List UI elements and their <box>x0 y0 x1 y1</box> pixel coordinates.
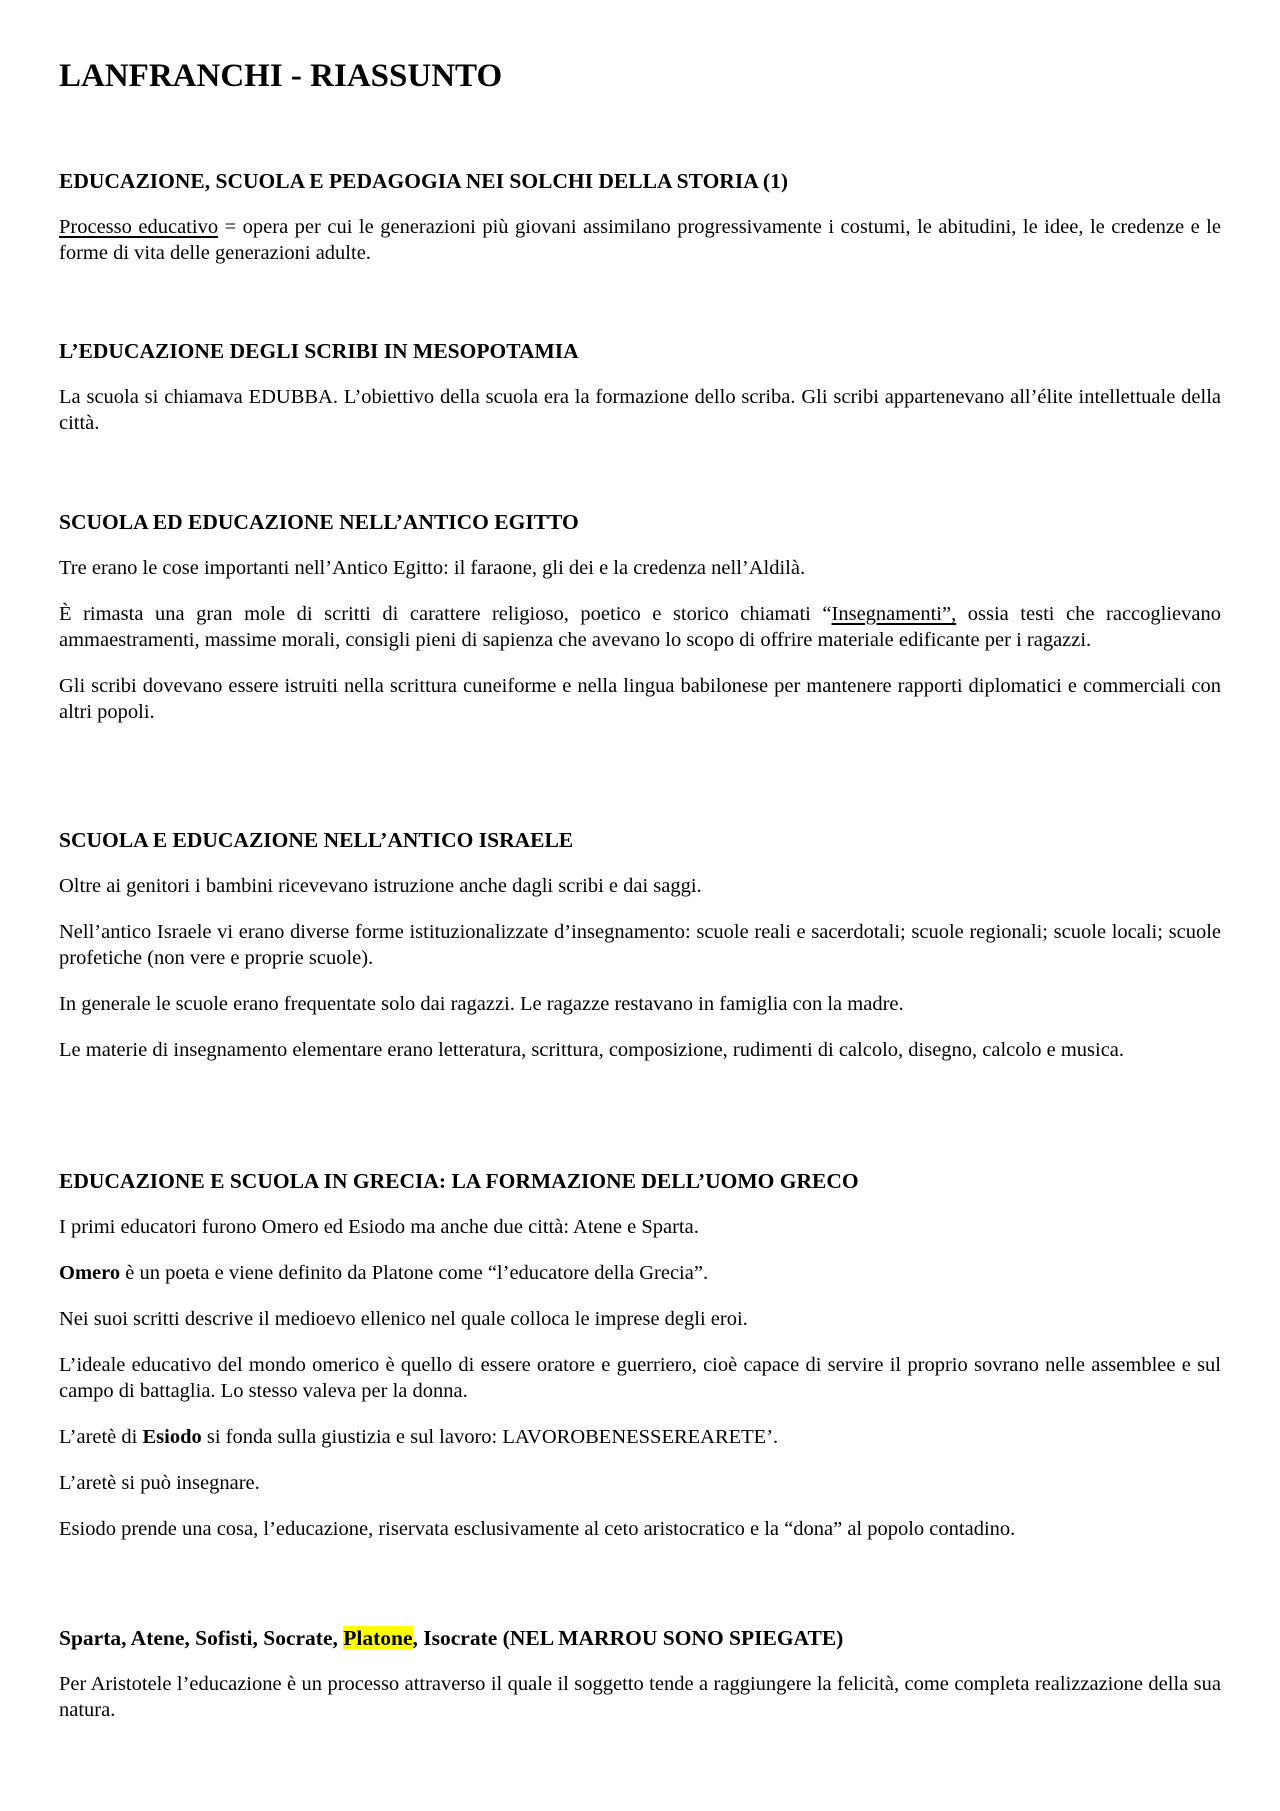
bold-term: Omero <box>59 1262 121 1284</box>
section-grecia <box>59 1168 1221 1562</box>
section-egitto <box>59 509 1221 745</box>
paragraph-text: = opera per cui le generazioni più giovani assimilano progressivamente i costumi, le abitudini, le idee, le credenze e le forme di vita delle generazioni adulte. <box>59 216 1221 264</box>
section-israele <box>59 827 1221 1083</box>
paragraph-text: ossia testi che raccoglievano ammaestramenti, massime morali, consigli pieni di sapienza che avevano lo scopo di offrire materiale edificante per i ragazzi. <box>59 603 1221 651</box>
heading-text: Sparta, Atene, Sofisti, Socrate, <box>59 1626 344 1650</box>
section-heading: EDUCAZIONE, SCUOLA E PEDAGOGIA NEI SOLCHI DELLA STORIA (1) <box>59 169 788 193</box>
paragraph: In generale le scuole erano frequentate solo dai ragazzi. Le ragazze restavano in famiglia con la madre. <box>59 993 904 1015</box>
paragraph-text: si fonda sulla giustizia e sul lavoro: LAVOROBENESSEREARETE’. <box>201 1426 779 1448</box>
document-title: LANFRANCHI - RIASSUNTO <box>59 58 503 94</box>
paragraph: Nei suoi scritti descrive il medioevo ellenico nel quale colloca le imprese degli eroi. <box>59 1308 748 1330</box>
heading-text: , Isocrate (NEL MARROU SONO SPIEGATE) <box>412 1626 844 1650</box>
paragraph: Esiodo prende una cosa, l’educazione, riservata esclusivamente al ceto aristocratico e la “dona” al popolo contadino. <box>59 1518 1016 1540</box>
paragraph <box>59 214 1221 266</box>
section-heading <box>59 1625 1221 1651</box>
paragraph-text: è un poeta e viene definito da Platone come “l’educatore della Grecia”. <box>120 1262 709 1284</box>
paragraph: Le materie di insegnamento elementare erano letteratura, scrittura, composizione, rudimenti di calcolo, disegno, calcolo e musica. <box>59 1039 1125 1061</box>
paragraph: Oltre ai genitori i bambini ricevevano istruzione anche dagli scribi e dai saggi. <box>59 875 702 897</box>
paragraph: L’ideale educativo del mondo omerico è quello di essere oratore e guerriero, cioè capace di servire il proprio sovrano nelle assemblee e sul campo di battaglia. Lo stesso valeva per la donna. <box>59 1354 1221 1402</box>
section-heading: SCUOLA E EDUCAZIONE NELL’ANTICO ISRAELE <box>59 828 574 852</box>
section-heading: L’EDUCAZIONE DEGLI SCRIBI IN MESOPOTAMIA <box>59 339 579 363</box>
paragraph: Gli scribi dovevano essere istruiti nella scrittura cuneiforme e nella lingua babilonese per mantenere rapporti diplomatici e commerciali con altri popoli. <box>59 675 1221 723</box>
paragraph: Nell’antico Israele vi erano diverse forme istituzionalizzate d’insegnamento: scuole reali e sacerdotali; scuole regionali; scuole locali; scuole profetiche (non vere e proprie scuole). <box>59 921 1221 969</box>
section-heading: SCUOLA ED EDUCAZIONE NELL’ANTICO EGITTO <box>59 510 579 534</box>
paragraph <box>59 601 1221 653</box>
bold-term: Esiodo <box>142 1426 202 1448</box>
underlined-term: Processo educativo <box>59 216 219 238</box>
paragraph: Per Aristotele l’educazione è un processo attraverso il quale il soggetto tende a raggiungere la felicità, come completa realizzazione della sua natura. <box>59 1673 1221 1721</box>
paragraph: Tre erano le cose importanti nell’Antico Egitto: il faraone, gli dei e la credenza nell’Aldilà. <box>59 557 806 579</box>
underlined-term: Insegnamenti”, <box>831 603 957 625</box>
paragraph-text: È rimasta una gran mole di scritti di carattere religioso, poetico e storico chiamati “ <box>59 603 832 625</box>
paragraph: L’aretè si può insegnare. <box>59 1472 260 1494</box>
highlighted-term: Platone <box>343 1626 413 1650</box>
paragraph <box>59 1424 1221 1450</box>
paragraph: I primi educatori furono Omero ed Esiodo ma anche due città: Atene e Sparta. <box>59 1216 699 1238</box>
section-storia <box>59 168 1221 286</box>
section-heading: EDUCAZIONE E SCUOLA IN GRECIA: LA FORMAZIONE DELL’UOMO GRECO <box>59 1169 859 1193</box>
paragraph <box>59 1260 1221 1286</box>
section-filosofi <box>59 1625 1221 1743</box>
paragraph: La scuola si chiamava EDUBBA. L’obiettivo della scuola era la formazione dello scriba. Gli scribi appartenevano all’élite intellettuale della città. <box>59 386 1221 434</box>
section-mesopotamia <box>59 338 1221 456</box>
paragraph-text: L’aretè di <box>59 1426 143 1448</box>
